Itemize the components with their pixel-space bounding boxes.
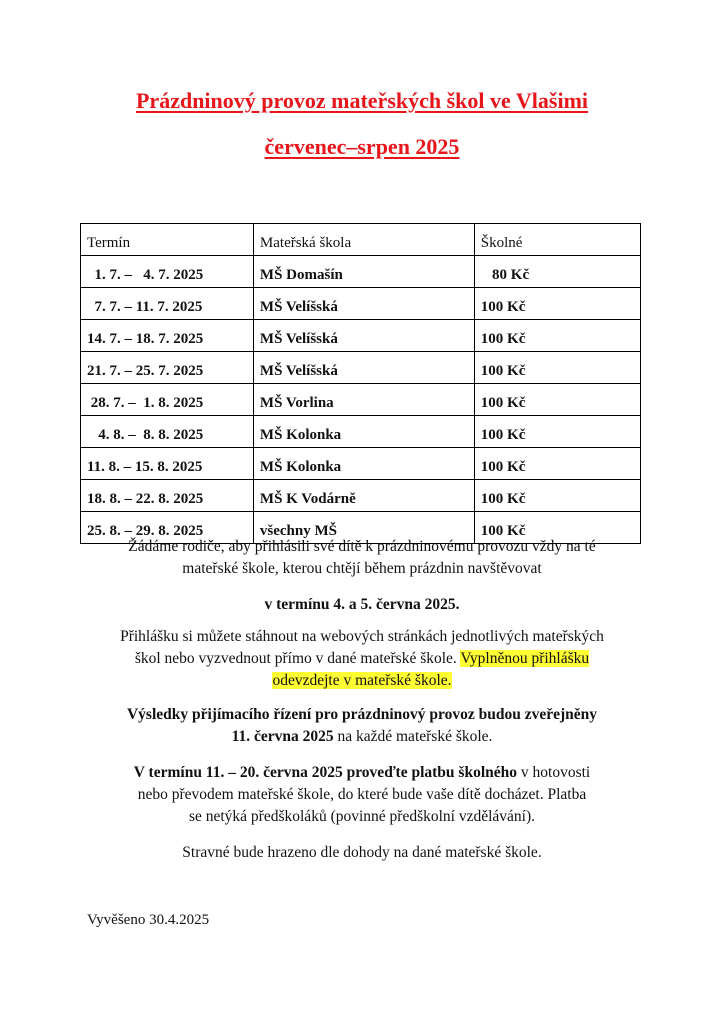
fee-cell: 80 Kč (474, 256, 640, 288)
paragraph-line: Přihlášku si můžete stáhnout na webových stránkách jednotlivých mateřských (120, 628, 604, 645)
paragraph-request (60, 536, 664, 580)
fee-cell: 100 Kč (474, 384, 640, 416)
header-school: Mateřská škola (253, 224, 474, 256)
fee-cell: 100 Kč (474, 288, 640, 320)
term-cell: 28. 7. – 1. 8. 2025 (81, 384, 254, 416)
paragraph-line (60, 670, 664, 692)
highlighted-text: odevzdejte v mateřské škole. (272, 672, 452, 689)
bold-date: 11. června 2025 (231, 728, 334, 745)
school-cell: MŠ Vorlina (253, 384, 474, 416)
term-cell: 21. 7. – 25. 7. 2025 (81, 352, 254, 384)
fee-cell: 100 Kč (474, 480, 640, 512)
paragraph-line (60, 726, 664, 748)
page-subtitle: červenec–srpen 2025 (264, 134, 460, 159)
term-cell: 14. 7. – 18. 7. 2025 (81, 320, 254, 352)
term-cell: 4. 8. – 8. 8. 2025 (81, 416, 254, 448)
school-cell: MŠ K Vodárně (253, 480, 474, 512)
term-cell: 11. 8. – 15. 8. 2025 (81, 448, 254, 480)
paragraph-results (60, 704, 664, 748)
paragraph-line: nebo převodem mateřské škole, do které bude vaše dítě docházet. Platba (137, 786, 587, 803)
paragraph-line: mateřské škole, kterou chtějí během prázdnin navštěvovat (182, 560, 542, 577)
paragraph-line: Žádáme rodiče, aby přihlásili své dítě k prázdninovému provozu vždy na té (128, 538, 596, 555)
table-row (81, 480, 641, 512)
table-row (81, 288, 641, 320)
table-row (81, 448, 641, 480)
schedule-table (80, 223, 641, 544)
term-cell: 18. 8. – 22. 8. 2025 (81, 480, 254, 512)
paragraph-meals: Stravné bude hrazeno dle dohody na dané mateřské škole. (182, 844, 542, 861)
header-fee: Školné (474, 224, 640, 256)
posted-date: Vyvěšeno 30.4.2025 (87, 912, 210, 928)
fee-cell: 100 Kč (474, 448, 640, 480)
paragraph-line (60, 762, 664, 784)
school-cell: MŠ Kolonka (253, 448, 474, 480)
fee-cell: 100 Kč (474, 512, 640, 544)
fee-cell: 100 Kč (474, 320, 640, 352)
term-cell: 25. 8. – 29. 8. 2025 (81, 512, 254, 544)
school-cell: všechny MŠ (253, 512, 474, 544)
text-plain: v hotovosti (517, 764, 591, 781)
paragraph-payment (60, 762, 664, 828)
table-row (81, 384, 641, 416)
table-row (81, 416, 641, 448)
fee-cell: 100 Kč (474, 416, 640, 448)
term-cell: 1. 7. – 4. 7. 2025 (81, 256, 254, 288)
school-cell: MŠ Domašín (253, 256, 474, 288)
paragraph-dates: v termínu 4. a 5. června 2025. (264, 596, 460, 613)
school-cell: MŠ Kolonka (253, 416, 474, 448)
header-term: Termín (81, 224, 254, 256)
text-plain: škol nebo vyzvednout přímo v dané mateřské škole. (134, 650, 457, 667)
page-title: Prázdninový provoz mateřských škol ve Vlašimi (135, 88, 589, 113)
paragraph-line: Výsledky přijímacího řízení pro prázdninový provoz budou zveřejněny (126, 706, 598, 723)
paragraph-application (60, 626, 664, 692)
table-row (81, 256, 641, 288)
school-cell: MŠ Velíšská (253, 320, 474, 352)
term-cell: 7. 7. – 11. 7. 2025 (81, 288, 254, 320)
table-row (81, 352, 641, 384)
highlighted-text: Vyplněnou přihlášku (460, 650, 590, 667)
bold-text: V termínu 11. – 20. června 2025 proveďte platbu školného (133, 764, 518, 781)
school-cell: MŠ Velíšská (253, 288, 474, 320)
school-cell: MŠ Velíšská (253, 352, 474, 384)
table-header-row (81, 224, 641, 256)
paragraph-line: se netýká předškoláků (povinné předškolní vzdělávání). (188, 808, 536, 825)
text-plain: na každé mateřské škole. (333, 728, 493, 745)
fee-cell: 100 Kč (474, 352, 640, 384)
paragraph-line (60, 648, 664, 670)
table-row (81, 320, 641, 352)
